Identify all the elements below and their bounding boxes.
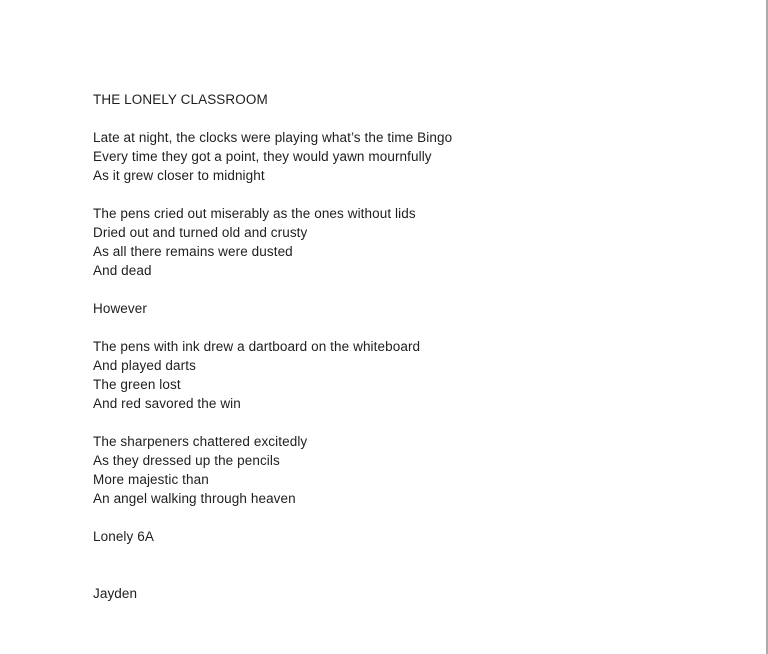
poem-line (93, 318, 452, 337)
poem-line (93, 109, 452, 128)
poem-body (93, 90, 452, 603)
poem-line: As they dressed up the pencils (93, 453, 280, 468)
poem-line: Jayden (93, 586, 138, 601)
poem-line: And red savored the win (93, 396, 241, 411)
poem-line (93, 565, 452, 584)
poem-line (93, 185, 452, 204)
poem-line: And played darts (93, 358, 196, 373)
poem-line (93, 508, 452, 527)
poem-line: More majestic than (93, 472, 209, 487)
poem-line (93, 413, 452, 432)
poem-title: THE LONELY CLASSROOM (93, 92, 268, 107)
poem-line: Every time they got a point, they would yawn mournfully (93, 149, 432, 164)
poem-line: The pens cried out miserably as the ones without lids (93, 206, 416, 221)
poem-lines (93, 109, 452, 603)
poem-line: The pens with ink drew a dartboard on the whiteboard (93, 339, 421, 354)
poem-line (93, 546, 452, 565)
poem-line (93, 280, 452, 299)
poem-line: The green lost (93, 377, 181, 392)
poem-line: As all there remains were dusted (93, 244, 293, 259)
poem-line: Lonely 6A (93, 529, 154, 544)
poem-line: Dried out and turned old and crusty (93, 225, 308, 240)
poem-line: And dead (93, 263, 152, 278)
poem-line: Late at night, the clocks were playing what’s the time Bingo (93, 130, 453, 145)
poem-line: An angel walking through heaven (93, 491, 296, 506)
poem-line: As it grew closer to midnight (93, 168, 265, 183)
poem-line: The sharpeners chattered excitedly (93, 434, 308, 449)
poem-line: However (93, 301, 147, 316)
